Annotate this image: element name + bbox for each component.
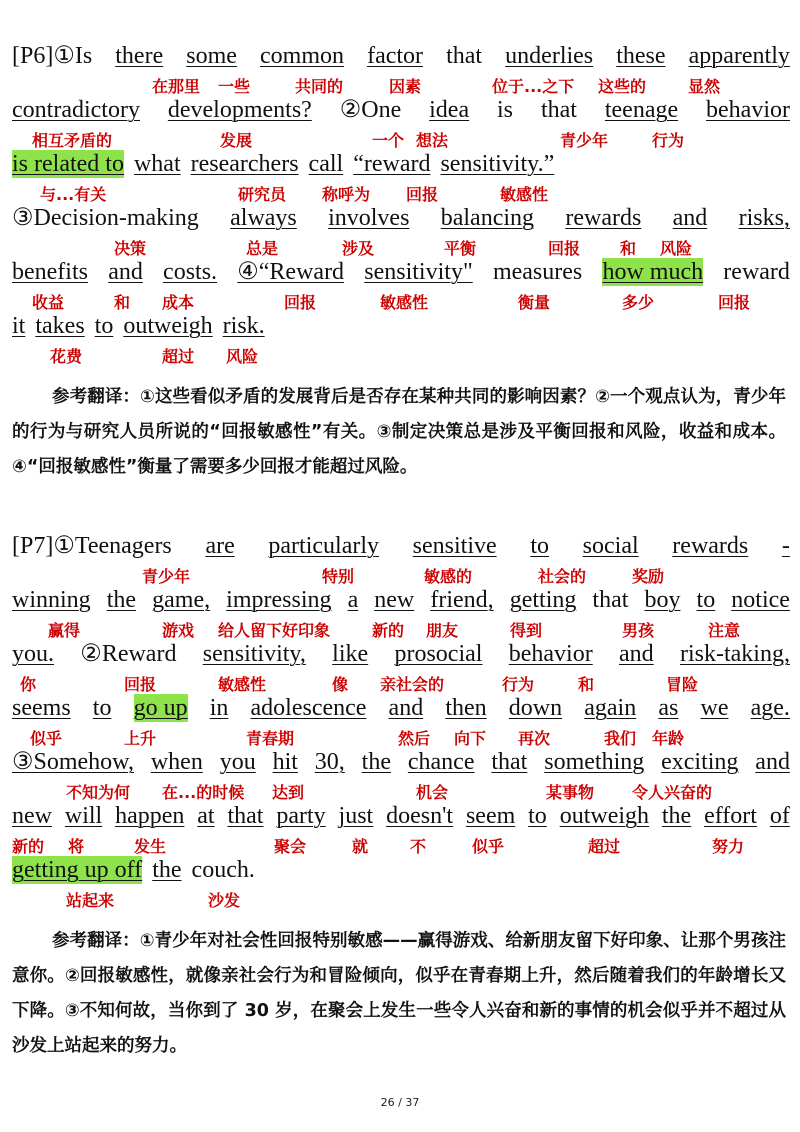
gloss: 研究员 xyxy=(238,185,287,204)
p6-gloss-4 xyxy=(12,236,790,258)
p7-l3-w3: like xyxy=(332,641,369,667)
gloss: 平衡 xyxy=(444,239,477,258)
gloss: 游戏 xyxy=(162,621,195,640)
p7-l6-w10: outweigh xyxy=(559,803,650,829)
gloss: 因素 xyxy=(389,77,422,96)
gloss: 位于...之下 xyxy=(492,77,575,96)
gloss: 一个 xyxy=(372,131,405,150)
p7-l6-w13: of xyxy=(769,803,790,829)
p6-l3-w4: “reward xyxy=(353,151,431,177)
gloss: 社会的 xyxy=(538,567,587,586)
gloss: 新的 xyxy=(372,621,405,640)
p7-line-1 xyxy=(12,532,790,560)
highlight-go-up: go up xyxy=(133,695,188,721)
gloss: 一些 xyxy=(218,77,251,96)
p7-l5-w3: hit xyxy=(272,749,298,775)
p6-l5-w4: sensitivity" xyxy=(364,259,473,285)
p7-l6-w0: new xyxy=(12,803,52,829)
gloss: 风险 xyxy=(226,347,259,366)
gloss: 特别 xyxy=(322,567,355,586)
gloss: 花费 xyxy=(50,347,83,366)
p6-gloss-5 xyxy=(12,290,790,312)
p7-l7-w2: couch. xyxy=(191,857,255,883)
p7-l4-w3: in xyxy=(209,695,229,721)
gloss: 年龄 xyxy=(652,729,685,748)
gloss: 成本 xyxy=(162,293,195,312)
p6-line-5 xyxy=(12,258,790,286)
gloss: 衡量 xyxy=(518,293,551,312)
gloss: 奖励 xyxy=(632,567,665,586)
gloss: 行为 xyxy=(652,131,685,150)
p7-l1-w4: to xyxy=(530,533,549,559)
p7-l5-w5: the xyxy=(361,749,391,775)
p7-l5-w8: something xyxy=(544,749,645,775)
gloss: 收益 xyxy=(32,293,65,312)
p7-l1-w7: - xyxy=(781,533,790,559)
p7-l6-w12: effort xyxy=(704,803,757,829)
gloss: 和 xyxy=(114,293,131,312)
gloss: 将 xyxy=(68,837,85,856)
p7-l4-w9: as xyxy=(658,695,679,721)
gloss: 青少年 xyxy=(560,131,609,150)
gloss: 你 xyxy=(20,675,37,694)
gloss: 得到 xyxy=(510,621,543,640)
p7-l1-w3: sensitive xyxy=(412,533,497,559)
page-number: 26 / 37 xyxy=(380,1096,420,1109)
p6-l2-w1: developments? xyxy=(167,97,312,123)
highlight-is-related-to: is related to xyxy=(12,151,124,177)
p6-l1-w4: factor xyxy=(367,43,424,69)
gloss: 行为 xyxy=(502,675,535,694)
gloss: 回报 xyxy=(406,185,439,204)
p7-gloss-7 xyxy=(12,888,790,910)
p7-l6-w1: will xyxy=(64,803,103,829)
p6-l1-w6: underlies xyxy=(505,43,594,69)
p7-l4-w1: to xyxy=(92,695,112,721)
p7-l4-w10: we xyxy=(700,695,729,721)
p6-l4-w0: ③Decision-making xyxy=(12,205,199,231)
p7-l5-w0: ③Somehow, xyxy=(12,749,134,775)
p7-l1-w0: [P7]①Teenagers xyxy=(12,533,172,559)
p6-line-6 xyxy=(12,312,790,340)
p7-l4-w4: adolescence xyxy=(250,695,367,721)
p6-l4-w1: always xyxy=(230,205,297,231)
p7-l2-w9: boy xyxy=(644,587,681,613)
gloss: 决策 xyxy=(114,239,147,258)
gloss: 新的 xyxy=(12,837,45,856)
gloss: 向下 xyxy=(454,729,487,748)
gloss: 不 xyxy=(410,837,427,856)
gloss: 回报 xyxy=(284,293,317,312)
p7-gloss-2 xyxy=(12,618,790,640)
gloss: 像 xyxy=(332,675,349,694)
gloss: 不知为何 xyxy=(66,783,131,802)
gloss: 然后 xyxy=(398,729,431,748)
gloss: 亲社会的 xyxy=(380,675,445,694)
p6-l1-w1: there xyxy=(115,43,164,69)
gloss: 上升 xyxy=(124,729,157,748)
gloss: 聚会 xyxy=(274,837,307,856)
p7-l6-w4: that xyxy=(227,803,264,829)
p6-l5-w3: ④“Reward xyxy=(237,259,345,285)
p7-gloss-1 xyxy=(12,564,790,586)
p7-line-7 xyxy=(12,856,790,884)
p7-l6-w7: doesn't xyxy=(386,803,454,829)
gloss: 在...的时候 xyxy=(162,783,245,802)
gloss: 敏感性 xyxy=(500,185,549,204)
gloss: 想法 xyxy=(416,131,449,150)
p7-l1-w1: are xyxy=(205,533,235,559)
p7-l6-w2: happen xyxy=(115,803,185,829)
highlight-how-much: how much xyxy=(602,259,704,285)
p7-line-5 xyxy=(12,748,790,776)
p7-l4-w0: seems xyxy=(12,695,71,721)
p7-l6-w6: just xyxy=(338,803,374,829)
p7-line-2 xyxy=(12,586,790,614)
p6-l4-w5: and xyxy=(672,205,708,231)
p7-l3-w7: risk-taking, xyxy=(679,641,790,667)
p6-l2-w3: idea xyxy=(429,97,470,123)
p7-l6-w8: seem xyxy=(465,803,516,829)
p7-gloss-4 xyxy=(12,726,790,748)
p7-l2-w7: getting xyxy=(509,587,577,613)
p7-l2-w4: a xyxy=(347,587,359,613)
p6-l6-w1: takes xyxy=(35,313,85,339)
p7-l5-w6: chance xyxy=(407,749,475,775)
p6-translation: 参考翻译：①这些看似矛盾的发展背后是否存在某种共同的影响因素？②一个观点认为，青少年的行为与研究人员所说的“回报敏感性”有关。③制定决策总是涉及平衡回报和风险，收益和成本。④“回报敏感性”衡量了需要多少回报才能超过风险。 xyxy=(12,387,786,477)
gloss: 敏感性 xyxy=(380,293,429,312)
p7-gloss-3 xyxy=(12,672,790,694)
p6-gloss-3 xyxy=(12,182,790,204)
p7-l1-w2: particularly xyxy=(268,533,380,559)
p6-l6-w2: to xyxy=(94,313,114,339)
p6-gloss-6 xyxy=(12,344,790,366)
p7-gloss-5 xyxy=(12,780,790,802)
gloss: 超过 xyxy=(162,347,195,366)
gloss: 似乎 xyxy=(472,837,505,856)
gloss: 回报 xyxy=(718,293,751,312)
gloss: 某事物 xyxy=(546,783,595,802)
p6-line-3 xyxy=(12,150,790,178)
p6-gloss-1 xyxy=(12,74,790,96)
p7-l2-w3: impressing xyxy=(226,587,332,613)
p7-l4-w5: and xyxy=(388,695,424,721)
p7-l2-w2: game, xyxy=(152,587,211,613)
gloss: 达到 xyxy=(272,783,305,802)
p7-l5-w7: that xyxy=(491,749,528,775)
p7-l5-w9: exciting xyxy=(661,749,739,775)
p7-l3-w1: ②Reward xyxy=(80,641,177,667)
gloss: 显然 xyxy=(688,77,721,96)
p7-line-3 xyxy=(12,640,790,668)
p7-l6-w9: to xyxy=(528,803,547,829)
p6-l4-w3: balancing xyxy=(440,205,535,231)
p7-l2-w0: winning xyxy=(12,587,91,613)
gloss: 这些的 xyxy=(598,77,647,96)
p7-l4-w7: down xyxy=(508,695,563,721)
p6-line-2 xyxy=(12,96,790,124)
highlight-getting-up-off: getting up off xyxy=(12,857,143,883)
p6-l1-w8: apparently xyxy=(688,43,790,69)
p6-l4-w6: risks, xyxy=(738,205,790,231)
gloss: 多少 xyxy=(622,293,655,312)
p7-l4-w6: then xyxy=(445,695,487,721)
gloss: 似乎 xyxy=(30,729,63,748)
p6-l5-w5: measures xyxy=(492,259,583,285)
p7-l5-w2: you xyxy=(219,749,256,775)
gloss: 令人兴奋的 xyxy=(632,783,713,802)
p7-l2-w8: that xyxy=(592,587,629,613)
gloss: 敏感性 xyxy=(218,675,267,694)
p6-l1-w5: that xyxy=(446,43,483,69)
p6-l2-w0: contradictory xyxy=(12,97,140,123)
p7-line-4 xyxy=(12,694,790,722)
gloss: 就 xyxy=(352,837,369,856)
p6-l6-w0: it xyxy=(12,313,26,339)
p6-l2-w7: behavior xyxy=(706,97,790,123)
gloss: 敏感的 xyxy=(424,567,473,586)
p7-l2-w6: friend, xyxy=(430,587,494,613)
p6-l1-w2: some xyxy=(186,43,237,69)
gloss: 我们 xyxy=(604,729,637,748)
gloss: 男孩 xyxy=(622,621,655,640)
p7-l5-w1: when xyxy=(150,749,203,775)
p7-gloss-6 xyxy=(12,834,790,856)
gloss: 沙发 xyxy=(208,891,241,910)
gloss: 回报 xyxy=(548,239,581,258)
gloss: 超过 xyxy=(588,837,621,856)
p7-l1-w6: rewards xyxy=(672,533,749,559)
p7-l2-w10: to xyxy=(696,587,716,613)
p7-l6-w3: at xyxy=(197,803,215,829)
p6-l5-w1: and xyxy=(108,259,143,285)
p6-gloss-2 xyxy=(12,128,790,150)
p6-line-4 xyxy=(12,204,790,232)
p6-l1-w0: [P6]①Is xyxy=(12,43,93,69)
p6-l4-w2: involves xyxy=(328,205,410,231)
gloss: 风险 xyxy=(660,239,693,258)
gloss: 涉及 xyxy=(342,239,375,258)
p6-l3-w5: sensitivity.” xyxy=(440,151,555,177)
p7-l5-w4: 30, xyxy=(314,749,345,775)
p6-line-1 xyxy=(12,42,790,70)
p6-l3-w3: call xyxy=(308,151,344,177)
p6-l5-w7: reward xyxy=(723,259,790,285)
p7-l3-w2: sensitivity, xyxy=(202,641,306,667)
p6-l1-w7: these xyxy=(616,43,666,69)
p6-l6-w4: risk. xyxy=(222,313,265,339)
gloss: 冒险 xyxy=(666,675,699,694)
gloss: 发生 xyxy=(134,837,167,856)
gloss: 朋友 xyxy=(426,621,459,640)
p6-l5-w2: costs. xyxy=(163,259,218,285)
gloss: 青少年 xyxy=(142,567,191,586)
gloss: 注意 xyxy=(708,621,741,640)
gloss: 赢得 xyxy=(48,621,81,640)
gloss: 在那里 xyxy=(152,77,201,96)
gloss: 和 xyxy=(578,675,595,694)
gloss: 共同的 xyxy=(295,77,344,96)
gloss: 总是 xyxy=(246,239,279,258)
p7-l3-w4: prosocial xyxy=(394,641,483,667)
gloss: 相互矛盾的 xyxy=(32,131,113,150)
gloss: 与...有关 xyxy=(40,185,107,204)
p6-l3-w2: researchers xyxy=(190,151,299,177)
p7-l3-w5: behavior xyxy=(508,641,593,667)
gloss: 和 xyxy=(620,239,637,258)
p7-l4-w11: age. xyxy=(750,695,790,721)
gloss: 给人留下好印象 xyxy=(218,621,331,640)
p6-l3-w1: what xyxy=(133,151,181,177)
p7-l2-w5: new xyxy=(374,587,415,613)
p7-l2-w11: notice xyxy=(731,587,790,613)
p7-l3-w6: and xyxy=(619,641,654,667)
p7-l6-w5: party xyxy=(276,803,326,829)
p7-l5-w10: and xyxy=(755,749,790,775)
p7-l1-w5: social xyxy=(582,533,639,559)
gloss: 再次 xyxy=(518,729,551,748)
p6-l2-w4: is xyxy=(497,97,514,123)
p7-line-6 xyxy=(12,802,790,830)
p7-l6-w11: the xyxy=(661,803,692,829)
p7-l2-w1: the xyxy=(106,587,137,613)
p6-l2-w6: teenage xyxy=(604,97,679,123)
p6-l2-w5: that xyxy=(540,97,577,123)
p7-l3-w0: you. xyxy=(12,641,54,667)
gloss: 青春期 xyxy=(246,729,295,748)
p7-l7-w1: the xyxy=(152,857,182,883)
p7-translation: 参考翻译：①青少年对社会性回报特别敏感——赢得游戏、给新朋友留下好印象、让那个男孩注意你。②回报敏感性，就像亲社会行为和冒险倾向，似乎在青春期上升，然后随着我们的年龄增长又下降。③不知何故，当你到了 30 岁，在聚会上发生一些令人兴奋和新的事情的机会似乎并不超过从沙发上站起来的努力。 xyxy=(12,931,786,1056)
p6-l2-w2: ②One xyxy=(339,97,402,123)
p6-l6-w3: outweigh xyxy=(123,313,213,339)
gloss: 发展 xyxy=(220,131,253,150)
gloss: 站起来 xyxy=(66,891,115,910)
gloss: 称呼为 xyxy=(322,185,371,204)
gloss: 努力 xyxy=(712,837,745,856)
p6-l5-w0: benefits xyxy=(12,259,88,285)
p6-l4-w4: rewards xyxy=(565,205,642,231)
gloss: 回报 xyxy=(124,675,157,694)
p7-l4-w8: again xyxy=(584,695,637,721)
p6-l1-w3: common xyxy=(260,43,345,69)
gloss: 机会 xyxy=(416,783,449,802)
